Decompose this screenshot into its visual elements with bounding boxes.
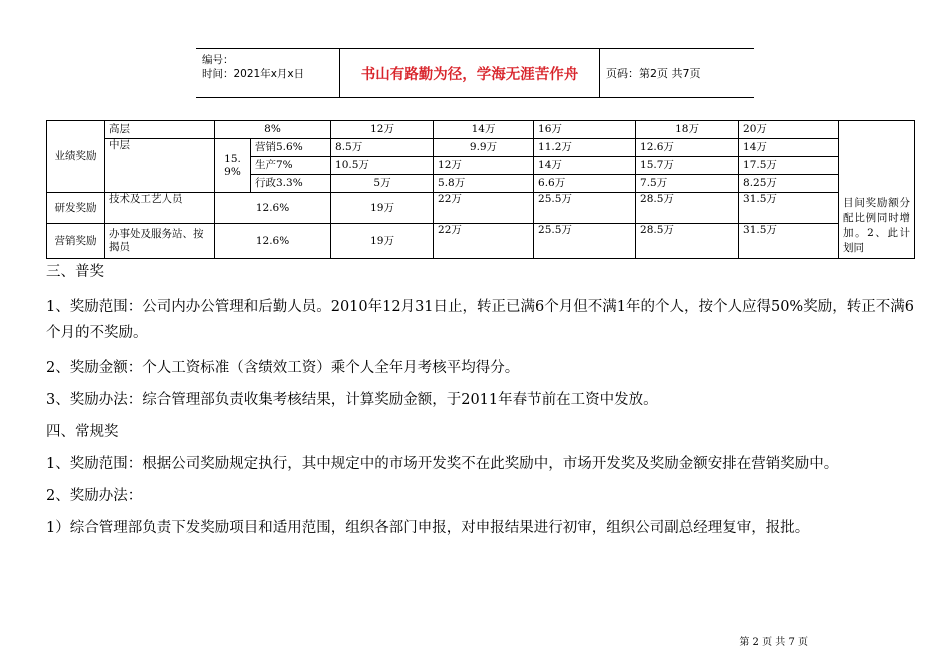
table-row bbox=[47, 224, 915, 259]
level-cell: 中层 bbox=[105, 139, 215, 193]
value-cell: 14万 bbox=[534, 157, 636, 175]
value-cell: 10.5万 bbox=[331, 157, 434, 175]
value-cell: 25.5万 bbox=[534, 193, 636, 224]
value-cell: 16万 bbox=[534, 121, 636, 139]
value-cell: 22万 bbox=[434, 193, 534, 224]
number-label: 编号： bbox=[202, 54, 234, 66]
value-cell: 19万 bbox=[331, 224, 434, 259]
paragraph: 3、奖励办法：综合管理部负责收集考核结果，计算奖励金额，于2011年春节前在工资中发放。 bbox=[46, 392, 658, 408]
sub-cell: 行政3.3% bbox=[251, 175, 331, 193]
value-cell: 12.6万 bbox=[636, 139, 739, 157]
category-cell: 业绩奖励 bbox=[47, 121, 105, 193]
sub-cell: 生产7% bbox=[251, 157, 331, 175]
table-row bbox=[47, 193, 915, 224]
table-row bbox=[47, 121, 915, 139]
value-cell: 19万 bbox=[331, 193, 434, 224]
value-cell: 20万 bbox=[739, 121, 839, 139]
value-cell: 17.5万 bbox=[739, 157, 839, 175]
value-cell: 31.5万 bbox=[739, 224, 839, 259]
value-cell: 15.7万 bbox=[636, 157, 739, 175]
page-footer: 第 2 页 共 7 页 bbox=[739, 637, 808, 648]
section-title: 四、常规奖 bbox=[46, 424, 119, 440]
header-meta bbox=[196, 49, 340, 97]
pct-cell: 12.6% bbox=[215, 193, 331, 224]
value-cell: 25.5万 bbox=[534, 224, 636, 259]
paragraph: 1、奖励范围：公司内办公管理和后勤人员。2010年12月31日止，转正已满6个月但不满1年的个人，按个人应得50%奖励，转正不满6个月的不奖励。 bbox=[46, 299, 914, 341]
header-page-code: 页码：第2页 共7页 bbox=[606, 67, 701, 80]
header-motto: 书山有路勤为径，学海无涯苦作舟 bbox=[340, 49, 600, 97]
value-cell: 12万 bbox=[331, 121, 434, 139]
value-cell: 5万 bbox=[331, 175, 434, 193]
value-cell: 5.8万 bbox=[434, 175, 534, 193]
value-cell: 14万 bbox=[434, 121, 534, 139]
value-cell: 8.5万 bbox=[331, 139, 434, 157]
paragraph: 1、奖励范围：根据公司奖励规定执行，其中规定中的市场开发奖不在此奖励中，市场开发奖及奖励金额安排在营销奖励中。 bbox=[46, 456, 839, 472]
value-cell: 11.2万 bbox=[534, 139, 636, 157]
category-cell: 营销奖励 bbox=[47, 224, 105, 259]
value-cell: 12万 bbox=[434, 157, 534, 175]
bonus-table bbox=[46, 120, 915, 259]
body-text bbox=[46, 262, 918, 538]
value-cell: 9.9万 bbox=[434, 139, 534, 157]
value-cell: 7.5万 bbox=[636, 175, 739, 193]
target-cell: 技术及工艺人员 bbox=[105, 193, 215, 224]
pct-cell: 8% bbox=[215, 121, 331, 139]
pct-cell: 12.6% bbox=[215, 224, 331, 259]
paragraph: 2、奖励金额：个人工资标准（含绩效工资）乘个人全年月考核平均得分。 bbox=[46, 360, 520, 376]
value-cell: 28.5万 bbox=[636, 193, 739, 224]
value-cell: 18万 bbox=[636, 121, 739, 139]
page-header bbox=[196, 48, 754, 98]
value-cell: 8.25万 bbox=[739, 175, 839, 193]
category-cell: 研发奖励 bbox=[47, 193, 105, 224]
time-label: 时间：2021年x月x日 bbox=[202, 68, 305, 80]
target-cell: 办事处及服务站、按揭员 bbox=[105, 224, 215, 259]
value-cell: 22万 bbox=[434, 224, 534, 259]
level-cell: 高层 bbox=[105, 121, 215, 139]
sub-cell: 营销5.6% bbox=[251, 139, 331, 157]
paragraph: 1）综合管理部负责下发奖励项目和适用范围，组织各部门申报，对申报结果进行初审，组织公司副总经理复审，报批。 bbox=[46, 520, 810, 536]
pct-cell: 15.9% bbox=[215, 139, 251, 193]
value-cell: 28.5万 bbox=[636, 224, 739, 259]
value-cell: 6.6万 bbox=[534, 175, 636, 193]
section-title: 三、普奖 bbox=[46, 264, 104, 280]
paragraph: 2、奖励办法： bbox=[46, 488, 143, 504]
note-cell: 目间奖励额分配比例同时增加。2、此计划同 bbox=[839, 121, 915, 259]
value-cell: 14万 bbox=[739, 139, 839, 157]
value-cell: 31.5万 bbox=[739, 193, 839, 224]
